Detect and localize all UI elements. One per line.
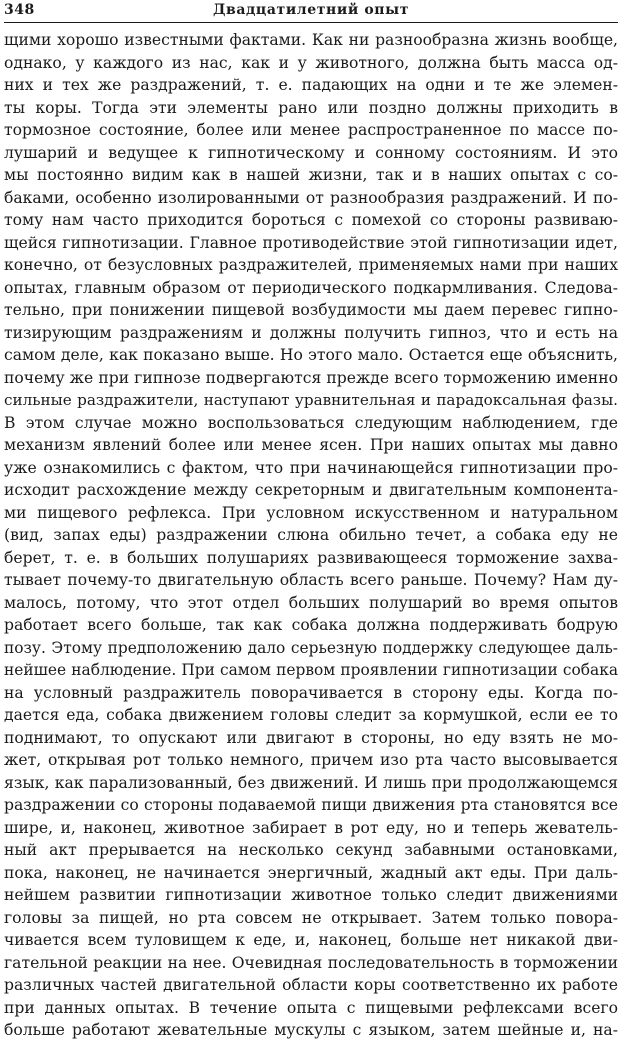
text-line: тельно, при понижении пищевой возбудимости мы даем перевес гипно- [4,301,618,319]
text-line: исходит расхождение между секреторным и двигательным компонента- [4,481,618,499]
text-line: нейшее наблюдение. При самом первом проявлении гипнотизации собака [4,661,618,679]
running-title: Двадцатилетний опыт [212,2,410,18]
text-line: самом деле, как показано выше. Но этого мало. Остается еще объяснить, [4,346,618,364]
text-line: опытах, главным образом от периодического подкармливания. Следова- [4,278,618,297]
text-line: тому нам часто приходится бороться с помехой со стороны развиваю- [4,211,618,229]
text-line: почему же при гипнозе подвергаются прежде всего торможению именно [4,368,618,387]
body-text [4,29,618,1042]
page-header [4,2,618,20]
text-line: на условный раздражитель поворачивается в сторону еды. Когда по- [4,683,618,702]
text-line: тизирующим раздражениям и должны получить гипноз, что и есть на [4,323,618,342]
text-line: тывает почему-то двигательную область всего раньше. Почему? Нам ду- [4,571,618,589]
text-line: пока, наконец, не начинается энергичный, жадный акт еды. При даль- [4,863,618,882]
text-line: однако, у каждого из нас, как и у животного, должна быть масса од- [4,53,618,72]
text-line: берет, т. е. в больших полушариях развивающееся торможение захва- [4,548,618,567]
text-line: мы постоянно видим как в нашей жизни, так и в наших опытах с со- [4,166,618,184]
text-line: ный акт прерывается на несколько секунд забавными остановками, [4,841,618,859]
text-line: раздражении со стороны подаваемой пищи движения рта становятся все [4,796,618,814]
text-line: лушарий и ведущее к гипнотическому и сонному состояниям. И это [4,143,618,162]
text-line: гательной реакции на нее. Очевидная последовательность в торможении [4,953,618,972]
text-line: ты коры. Тогда эти элементы рано или поздно должны приходить в [4,98,618,117]
text-line: баками, особенно изолированными от разнообразия раздражений. И по- [4,188,618,207]
text-line: (вид, запах еды) раздражении слюна обильно течет, а собака еду не [4,526,618,544]
text-line: механизм явлений более или менее ясен. При наших опытах мы давно [4,436,618,454]
text-line: работает всего больше, так как собака должна поддерживать бодрую [4,616,618,634]
text-line: щими хорошо известными фактами. Как ни разнообразна жизнь вообще, [4,31,618,49]
text-line: различных частей двигательной области коры соответственно их работе [4,976,618,994]
text-line: язык, как парализованный, без движений. И лишь при продолжающемся [4,773,618,792]
text-line: больше работают жевательные мускулы с языком, затем шейные и, на- [4,1021,618,1039]
text-line: них и тех же раздражений, т. е. падающих на одни и те же элемен- [4,76,618,94]
text-line: сильные раздражители, наступают уравнительная и парадоксальная фазы. [4,391,618,409]
text-line: щейся гипнотизации. Главное противодействие этой гипнотизации идет, [4,233,618,252]
text-line: шире, и, наконец, животное забирает в рот еду, но и теперь жеватель- [4,818,618,837]
header-rule [4,22,618,23]
text-line: малось, потому, что этот отдел больших полушарий во время опытов [4,593,618,612]
text-line: головы за пищей, но рта совсем не открывает. Затем только повора- [4,908,618,927]
page-number: 348 [4,2,35,18]
text-line: поднимают, то опускают или двигают в стороны, но еду взять не мо- [4,728,618,747]
text-line: уже ознакомились с фактом, что при начинающейся гипнотизации про- [4,458,618,477]
text-line: жет, открывая рот только немного, причем изо рта часто высовывается [4,751,618,769]
text-line: чивается всем туловищем к еде, и, наконец, больше нет никакой дви- [4,931,618,949]
text-line: при данных опытах. В течение опыта с пищевыми рефлексами всего [4,998,618,1017]
text-line: позу. Этому предположению дало серьезную поддержку следующее даль- [4,638,618,657]
text-line: В этом случае можно воспользоваться следующим наблюдением, где [4,413,618,432]
text-line: дается еда, собака движением головы следит за кормушкой, если ее то [4,706,618,724]
text-line: ми пищевого рефлекса. При условном искусственном и натуральном [4,503,618,522]
text-line: нейшем развитии гипнотизации животное только следит движениями [4,886,618,904]
text-line: конечно, от безусловных раздражителей, применяемых нами при наших [4,256,618,274]
text-line: тормозное состояние, более или менее распространенное по массе по- [4,121,618,139]
